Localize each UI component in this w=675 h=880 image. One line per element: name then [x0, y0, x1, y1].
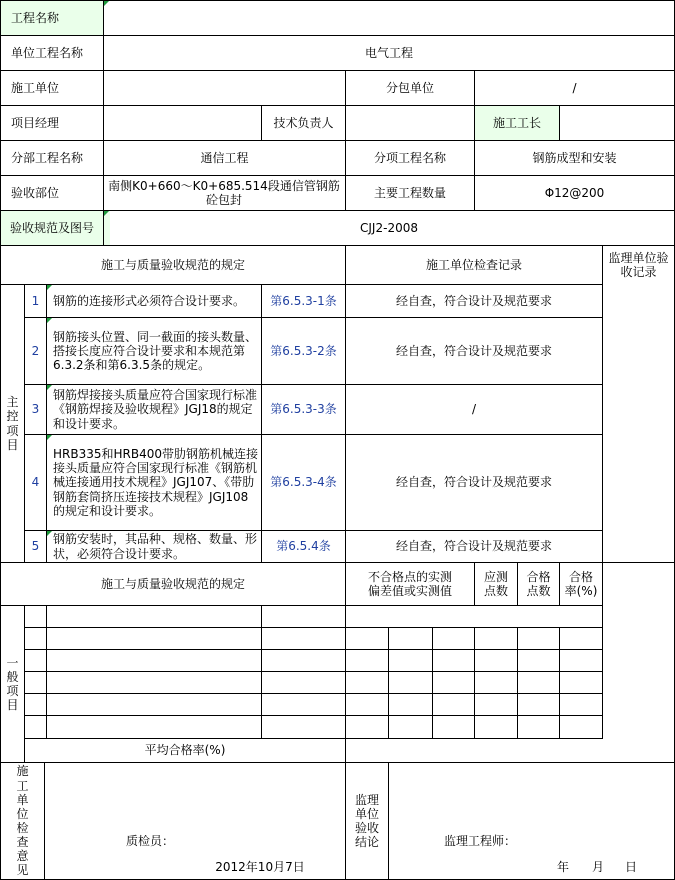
grid-line — [602, 562, 603, 739]
construction-date: 2012年10月7日 — [215, 859, 305, 874]
construction-opinion-label: 施工单位检查意见 — [16, 764, 29, 878]
item-result[interactable]: / — [471, 402, 477, 417]
subcontract-unit-value[interactable]: / — [572, 80, 577, 95]
item-result[interactable]: 经自查，符合设计及规范要求 — [395, 293, 552, 308]
date-day: 日 — [624, 859, 637, 874]
item-clause: 第6.5.3-3条 — [270, 402, 337, 417]
grid-line — [559, 105, 560, 141]
tech-lead-value[interactable] — [346, 106, 474, 140]
division-value[interactable]: 通信工程 — [200, 150, 249, 165]
grid-line — [44, 762, 45, 880]
project-name-label: 工程名称 — [1, 1, 103, 35]
grid-line — [0, 245, 675, 246]
foreman-value[interactable] — [560, 106, 674, 140]
grid-line — [474, 70, 475, 211]
general-deviation-header: 不合格点的实测偏差值或实测值 — [367, 569, 452, 598]
grid-line — [0, 562, 675, 563]
grid-line — [345, 562, 346, 880]
grid-line — [46, 284, 47, 563]
spec-label: 验收规范及图号 — [1, 211, 110, 245]
item-clause: 第6.5.3-2条 — [270, 343, 337, 358]
grid-line — [103, 0, 104, 246]
main-rules-header: 施工与质量验收规范的规定 — [100, 257, 245, 272]
main-quantity-label: 主要工程数量 — [373, 185, 446, 200]
grid-line — [474, 562, 475, 606]
unit-project-value[interactable]: 电气工程 — [364, 45, 413, 60]
item-text: 钢筋焊接接头质量应符合国家现行标准《钢筋焊接及验收规程》JGJ18的规定和设计要求。 — [53, 388, 258, 431]
item-result[interactable]: 经自查，符合设计及规范要求 — [395, 475, 552, 490]
average-pass-rate-value[interactable] — [346, 739, 602, 762]
date-month: 月 — [591, 859, 604, 874]
grid-line — [559, 627, 560, 739]
item-text: HRB335和HRB400带肋钢筋机械连接接头质量应符合国家现行标准《钢筋机械连接通用技术规程》JGJ107、《带肋钢筋套筒挤压连接技术规程》JGJ108的规定和设计要求。 — [53, 447, 258, 518]
grid-line — [0, 105, 675, 106]
item-result[interactable]: 经自查，符合设计及规范要求 — [395, 539, 552, 554]
average-pass-rate-label: 平均合格率(%) — [144, 743, 226, 758]
construction-unit-label: 施工单位 — [11, 80, 60, 95]
general-rules-header: 施工与质量验收规范的规定 — [100, 576, 245, 591]
main-supervision-header: 监理单位验收记录 — [608, 250, 669, 279]
grid-line — [261, 284, 262, 563]
border-left — [0, 0, 1, 880]
main-check-header: 施工单位检查记录 — [425, 257, 522, 272]
item-text: 钢筋的连接形式必须符合设计要求。 — [53, 293, 246, 308]
supervision-conclusion-label: 监理单位验收结论 — [355, 792, 380, 850]
item-clause: 第6.5.4条 — [276, 539, 331, 554]
grid-line — [432, 627, 433, 739]
item-text: 钢筋接头位置、同一截面的接头数量、搭接长度应符合设计要求和本规范第6.3.2条和第6.3.5条的规定。 — [53, 329, 258, 373]
spec-value[interactable]: CJJ2-2008 — [360, 220, 418, 235]
item-text: 钢筋安装时，其品种、规格、数量、形状，必须符合设计要求。 — [53, 532, 258, 561]
general-points-header: 应测点数 — [483, 569, 508, 598]
division-label: 分部工程名称 — [11, 150, 84, 165]
date-year: 年 — [556, 859, 569, 874]
grid-line — [517, 627, 518, 739]
grid-line — [24, 284, 25, 563]
main-quantity-value[interactable]: Φ12@200 — [544, 185, 605, 200]
item-number: 5 — [31, 539, 40, 554]
acceptance-part-value[interactable]: 南侧K0+660～K0+685.514段通信管钢筋砼包封 — [108, 178, 340, 207]
inspector-label: 质检员： — [125, 833, 174, 848]
subcontract-unit-label: 分包单位 — [385, 80, 434, 95]
grid-line — [388, 627, 389, 739]
grid-line — [345, 70, 346, 211]
main-control-side-label: 主控项目 — [6, 395, 19, 452]
item-result[interactable]: 经自查，符合设计及规范要求 — [395, 343, 552, 358]
grid-line — [24, 384, 603, 385]
grid-line — [602, 245, 603, 563]
grid-line — [559, 562, 560, 606]
grid-line — [0, 175, 675, 176]
subitem-value[interactable]: 钢筋成型和安装 — [532, 150, 617, 165]
grid-line — [24, 434, 603, 435]
grid-line — [24, 530, 603, 531]
grid-line — [0, 70, 675, 71]
item-clause: 第6.5.3-4条 — [270, 475, 337, 490]
subitem-label: 分项工程名称 — [373, 150, 446, 165]
grid-line — [517, 562, 518, 606]
tech-lead-label: 技术负责人 — [273, 115, 334, 130]
project-manager-value[interactable] — [104, 106, 261, 140]
engineer-label: 监理工程师： — [443, 833, 516, 848]
construction-unit-value[interactable] — [104, 71, 345, 105]
acceptance-part-label: 验收部位 — [11, 185, 60, 200]
grid-line — [24, 317, 603, 318]
grid-line — [474, 627, 475, 739]
grid-line — [0, 210, 675, 211]
general-rate-header: 合格率(%) — [564, 569, 598, 598]
grid-line — [0, 762, 675, 763]
item-clause: 第6.5.3-1条 — [270, 293, 337, 308]
foreman-label: 施工工长 — [475, 106, 559, 140]
item-number: 4 — [31, 475, 40, 490]
unit-project-label: 单位工程名称 — [11, 45, 84, 60]
grid-line — [0, 605, 603, 606]
project-name-value[interactable] — [104, 1, 674, 35]
grid-line — [345, 245, 346, 563]
grid-line — [388, 762, 389, 880]
item-number: 2 — [31, 343, 40, 358]
grid-line — [24, 605, 25, 763]
item-number: 3 — [31, 402, 40, 417]
border-top — [0, 0, 675, 1]
grid-line — [0, 140, 675, 141]
grid-line — [261, 105, 262, 141]
grid-line — [0, 35, 675, 36]
grid-line — [46, 605, 47, 739]
grid-line — [261, 605, 262, 739]
general-side-label: 一般项目 — [6, 655, 19, 713]
general-pass-header: 合格点数 — [526, 569, 551, 598]
project-manager-label: 项目经理 — [11, 115, 60, 130]
grid-line — [0, 284, 603, 285]
item-number: 1 — [31, 293, 40, 308]
